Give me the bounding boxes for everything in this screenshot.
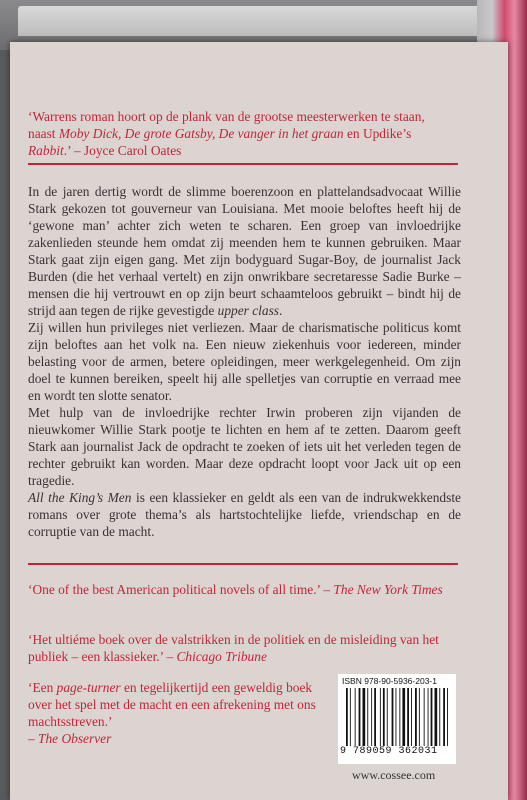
barcode-bars bbox=[346, 688, 450, 746]
blurb-paragraph-2: Zij willen hun privileges niet verliezen. Maar de charismatische politicus komt zijn beloftes aan het volk na. Een nieuw ziekenhuis voor iedereen, minder belasting voor de armen, betere opleidingen, meer werkgelegenheid. Om zijn doel te kunnen bereiken, speelt hij alle spelletjes van corruptie en verraad mee en wordt ten slotte senator. bbox=[28, 320, 461, 403]
blurb-paragraph-1: In de jaren dertig wordt de slimme boerenzoon en plattelandsadvocaat Willie Stark gekozen tot gouverneur van Louisiana. Met mooie beloftes heeft hij de ‘gewone man’ achter zich weten te scharen. Een groep van invloedrijke zakenlieden steunde hem omdat zij meenden hem te kunnen gebruiken. Maar Stark gaat zijn eigen gang. Met zijn bodyguard Sugar-Boy, de journalist Jack Burden (die het verhaal vertelt) en zijn onwrikbare secretaresse Sadie Burke – mensen die hij vertrouwt en op zijn beurt schaamteloos gebruikt – bindt hij de strijd aan tegen de rijke gevestigde upper class. bbox=[28, 184, 461, 318]
blurb-paragraph-3: Met hulp van de invloedrijke rechter Irwin proberen zijn vijanden de nieuwkomer Willie Stark pootje te lichten en hem af te zetten. Daarom geeft Stark aan journalist Jack de opdracht te zoeken of iets uit het verleden tegen de rechter gebruikt kan worden. Maar deze opdracht loopt voor Jack uit op een tragedie. bbox=[28, 405, 461, 488]
quote-chicago-tribune: ‘Het ultiéme boek over de valstrikken in de politiek en de misleiding van het publiek – een klassieker.’ – Chicago Tribune bbox=[28, 632, 439, 664]
divider-top bbox=[28, 163, 458, 165]
isbn-barcode bbox=[338, 674, 456, 764]
blurb-body bbox=[28, 183, 461, 540]
publisher-website: www.cossee.com bbox=[352, 768, 436, 782]
ean-number: 9 789059 362031 bbox=[340, 746, 438, 757]
blurb-paragraph-4: All the King’s Men is een klassieker en geldt als een van de indrukwekkendste romans over grote thema’s als hartstochtelijke liefde, vriendschap en de corruptie van de macht. bbox=[28, 490, 461, 539]
divider-bottom bbox=[28, 563, 458, 565]
quote-joyce-carol-oates: ‘Warrens roman hoort op de plank van de grootse meesterwerken te staan, naast Moby Dick, De grote Gatsby, De vanger in het graan en Updike’s Rabbit.’ – Joyce Carol Oates bbox=[28, 109, 425, 158]
quote-the-observer: ‘Een page-turner en tegelijkertijd een geweldig boek over het spel met de macht en een afrekening met ons machtsstreven.’ – The Observer bbox=[28, 680, 316, 746]
quote-new-york-times: ‘One of the best American political novels of all time.’ – The New York Times bbox=[28, 582, 443, 597]
page-edges bbox=[18, 6, 488, 36]
isbn-number: ISBN 978-90-5936-203-1 bbox=[342, 676, 437, 686]
